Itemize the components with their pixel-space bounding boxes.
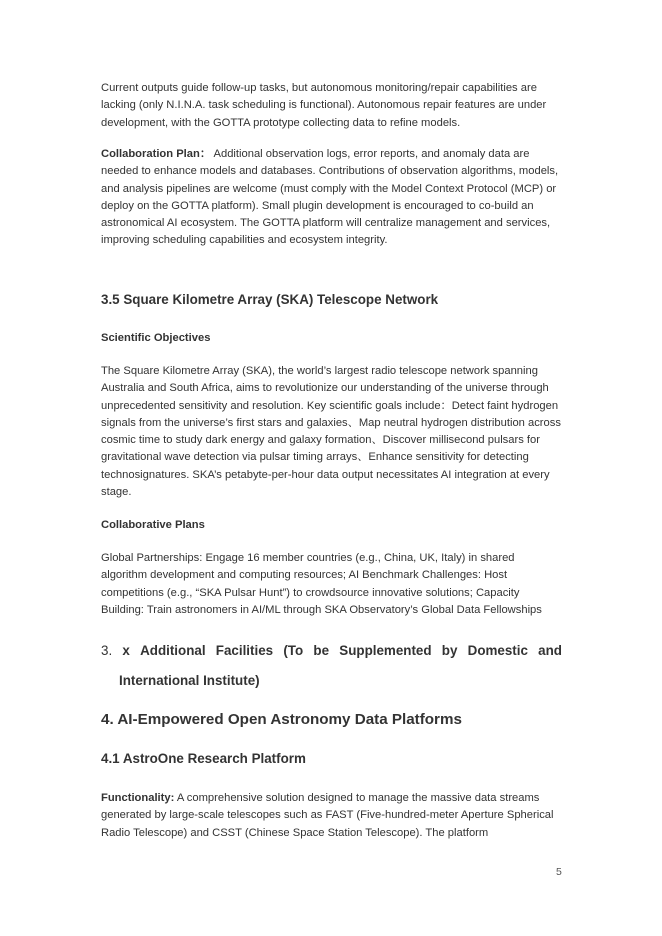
collaborative-plans-paragraph: Global Partnerships: Engage 16 member countries (e.g., China, UK, Italy) in shared algorithm development and computing resources; AI Benchmark Challenges: Host competitions (e.g., “SKA Pulsar Hunt”) to crowdsource innovative solutions; Capacity Building: Train astronomers in AI/ML through SKA Observatory’s Global Data Fellowships [101,552,542,616]
section-3-x-number: 3. [101,643,113,658]
heading-word: by [441,643,458,658]
heading-word: Additional [140,643,206,658]
heading-word: and [538,643,562,658]
section-3-x-heading [101,643,562,689]
functionality-paragraph [101,790,563,842]
collaboration-plan-text: Additional observation logs, error reports, and anomaly data are needed to enhance models and databases. Contributions of observation algorithms, models, and analysis pipelines are welcome (must comply with the Model Context Protocol (MCP) or deploy on the GOTTA platform). Small plugin development is encouraged to co-build an astronomical AI ecosystem. The GOTTA platform will centralize management and services, improving scheduling capabilities and ecosystem integrity. [101,148,559,247]
collaborative-plans-heading: Collaborative Plans [101,519,205,531]
heading-word: (To [283,643,304,658]
section-3-5-heading: 3.5 Square Kilometre Array (SKA) Telescope Network [101,292,439,307]
scientific-objectives-paragraph: The Square Kilometre Array (SKA), the world’s largest radio telescope network spanning Australia and South Africa, aims to revolutionize our understanding of the universe through unprecedented sensitivity and resolution. Key scientific goals include：Detect faint hydrogen signals from the universe’s first stars and galaxies、Map neutral hydrogen distribution across cosmic time to study dark energy and galaxy formation、Discover millisecond pulsars for gravitational wave detection via pulsar timing arrays、Enhance sensitivity for detecting technosignatures. SKA’s petabyte-per-hour data output necessitates AI integration at every stage. [101,365,561,499]
section-3-x-line-1 [101,643,562,673]
collaboration-plan-paragraph [101,146,563,250]
section-4-1-heading: 4.1 AstroOne Research Platform [101,751,306,766]
heading-word: be [313,643,330,658]
intro-paragraph: Current outputs guide follow-up tasks, but autonomous monitoring/repair capabilities are lacking (only N.I.N.A. task scheduling is functional). Autonomous repair features are under development, with the GOTTA prototype collecting data to refine models. [101,82,547,129]
functionality-label: Functionality: [101,792,175,804]
section-3-x-line-2: International Institute) [119,673,260,688]
heading-word: x [122,643,130,658]
page-number: 5 [556,866,562,878]
scientific-objectives-heading: Scientific Objectives [101,332,211,344]
heading-word: Domestic [467,643,528,658]
functionality-text: A comprehensive solution designed to manage the massive data streams generated by large-scale telescopes such as FAST (Five-hundred-meter Aperture Spherical Radio Telescope) and CSST (Chinese Space Station Telescope). The platform [101,792,554,839]
collaboration-plan-label: Collaboration Plan： [101,148,212,160]
heading-word: Supplemented [339,643,432,658]
heading-word: Facilities [215,643,274,658]
section-4-heading: 4. AI-Empowered Open Astronomy Data Platforms [101,711,462,728]
